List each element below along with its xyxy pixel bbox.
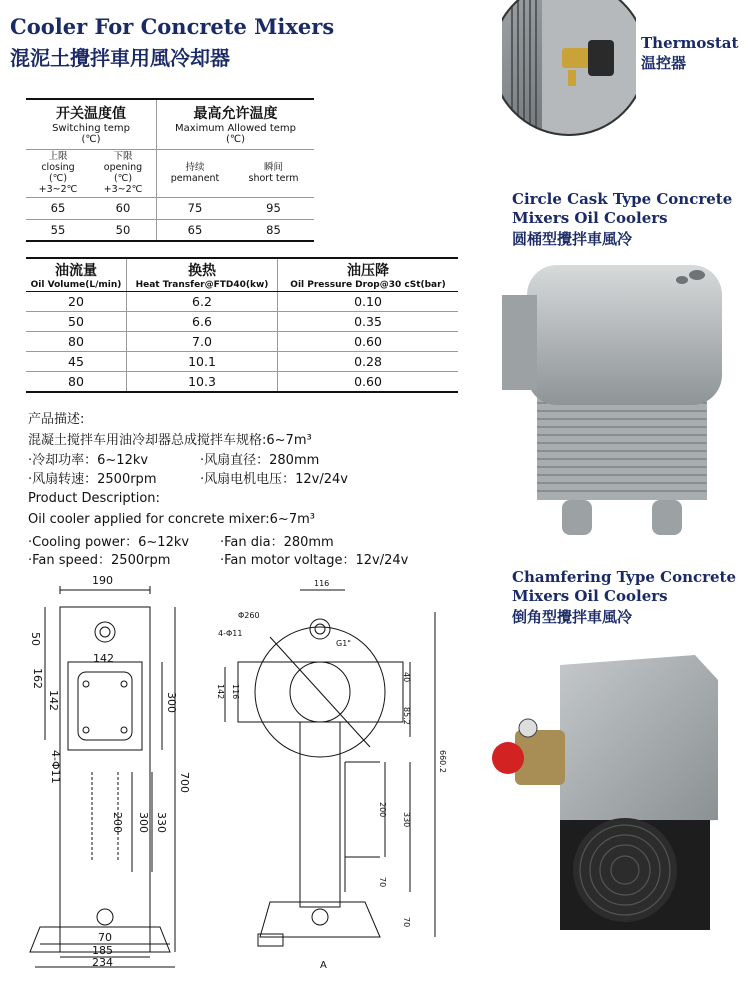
- table-cell: 0.60: [278, 332, 459, 352]
- max-temp-zh: 最高允许温度: [193, 106, 278, 123]
- closing-unit: (℃): [48, 173, 68, 184]
- opening-unit: (℃): [113, 173, 133, 184]
- technical-drawing: [0, 572, 500, 972]
- table-cell: 0.60: [278, 372, 459, 393]
- circle-cask-label-zh: 圆桶型攪拌車風冷: [512, 230, 633, 248]
- switching-temp-header: [26, 99, 157, 149]
- short-term-zh: 瞬间: [263, 162, 283, 173]
- opening-subheader: [90, 149, 157, 197]
- table-cell: 50: [26, 312, 127, 332]
- spec-item: ·风扇电机电压：12v/24v: [200, 472, 348, 487]
- heat-transfer-zh: 换热: [188, 263, 216, 279]
- table-cell: 10.3: [127, 372, 278, 393]
- chamfering-label-zh: 倒角型攪拌車風冷: [512, 608, 633, 626]
- dim-label: 185: [92, 944, 113, 957]
- dim-label: 85.2: [402, 707, 411, 725]
- description-en-heading: Product Description:: [28, 491, 160, 506]
- max-temp-unit: (℃): [225, 134, 246, 146]
- opening-en: opening: [103, 162, 143, 173]
- table-cell: 75: [157, 197, 234, 219]
- chamfering-label: Chamfering Type Concrete: [512, 568, 737, 586]
- table-cell: 55: [26, 219, 90, 241]
- dim-label: 330: [155, 812, 168, 833]
- oil-flow-table: [26, 257, 458, 393]
- spec-item: ·Fan speed：2500rpm: [28, 553, 171, 568]
- table-row: [26, 312, 458, 332]
- table-cell: 0.28: [278, 352, 459, 372]
- switching-temp-zh: 开关温度值: [56, 106, 126, 123]
- table-row: [26, 197, 314, 219]
- table-cell: 20: [26, 292, 127, 312]
- short-term-en: short term: [248, 173, 299, 184]
- table-cell: 65: [26, 197, 90, 219]
- dim-label: 300: [137, 812, 150, 833]
- table-cell: 6.6: [127, 312, 278, 332]
- permanent-en: pemanent: [170, 173, 220, 184]
- table-cell: 0.35: [278, 312, 459, 332]
- table-cell: 65: [157, 219, 234, 241]
- page-title-chinese: 混泥土攪拌車用風冷却器: [10, 46, 230, 70]
- table-cell: 10.1: [127, 352, 278, 372]
- pressure-drop-en: Oil Pressure Drop@30 cSt(bar): [290, 280, 446, 290]
- permanent-zh: 持续: [185, 162, 205, 173]
- dim-label: 190: [92, 574, 113, 587]
- description-zh-heading: 产品描述:: [28, 412, 85, 427]
- oil-volume-en: Oil Volume(L/min): [30, 280, 122, 290]
- oil-volume-header: [26, 258, 127, 292]
- dim-label: G1": [336, 639, 351, 648]
- dim-label: 116: [231, 684, 240, 700]
- spec-item: ·Fan dia：280mm: [220, 535, 334, 550]
- table-row: [26, 292, 458, 312]
- switching-temp-table: [26, 98, 314, 242]
- table-row: [26, 372, 458, 393]
- switching-temp-en: Switching temp: [52, 123, 130, 135]
- dim-label: 142: [93, 652, 114, 665]
- table-cell: 6.2: [127, 292, 278, 312]
- table-row: [26, 332, 458, 352]
- dim-label: 70: [378, 877, 387, 888]
- dim-label: 162: [31, 668, 44, 689]
- heat-transfer-en: Heat Transfer@FTD40(kw): [135, 280, 269, 290]
- dim-label: 200: [378, 802, 387, 818]
- spec-item: ·Cooling power：6~12kv: [28, 535, 190, 550]
- permanent-subheader: [157, 149, 234, 197]
- switching-temp-unit: (℃): [81, 134, 101, 146]
- dim-label: 4-Φ11: [49, 750, 62, 784]
- table-cell: 45: [26, 352, 127, 372]
- pressure-drop-zh: 油压降: [347, 263, 389, 279]
- closing-zh: 上限: [48, 151, 68, 162]
- table-cell: 60: [90, 197, 157, 219]
- thermostat-label-zh: 温控器: [641, 54, 687, 72]
- heat-transfer-header: [127, 258, 278, 292]
- thermostat-photo: [502, 0, 636, 140]
- closing-en: closing: [41, 162, 75, 173]
- max-temp-header: [157, 99, 315, 149]
- dim-label: 330: [402, 812, 411, 828]
- spec-item: ·冷却功率：6~12kv: [28, 453, 149, 468]
- dim-label: 234: [92, 956, 113, 969]
- opening-tolerance: +3~2℃: [103, 184, 143, 195]
- thermostat-label: Thermostat: [641, 34, 739, 52]
- dim-label: 200: [111, 812, 124, 833]
- table-cell: 85: [233, 219, 314, 241]
- dim-label: Φ260: [238, 611, 260, 620]
- spec-item: ·风扇直径：280mm: [200, 453, 320, 468]
- dim-label: 116: [314, 579, 330, 588]
- table-cell: 95: [233, 197, 314, 219]
- table-cell: 80: [26, 372, 127, 393]
- table-cell: 7.0: [127, 332, 278, 352]
- closing-subheader: [26, 149, 90, 197]
- short-term-subheader: [233, 149, 314, 197]
- circle-cask-label: Circle Cask Type Concrete: [512, 190, 733, 208]
- dim-label: 70: [98, 931, 112, 944]
- chamfering-label-2: Mixers Oil Coolers: [512, 587, 668, 605]
- table-cell: 50: [90, 219, 157, 241]
- dim-label: 70: [402, 917, 411, 928]
- dim-label: 4-Φ11: [218, 629, 243, 638]
- dim-label: 142: [47, 690, 60, 711]
- dim-label: 40: [402, 672, 411, 683]
- closing-tolerance: +3~2℃: [38, 184, 78, 195]
- dim-label: 300: [165, 692, 178, 713]
- spec-item: ·Fan motor voltage：12v/24v: [220, 553, 409, 568]
- table-row: [26, 219, 314, 241]
- description-zh-line: 混凝土搅拌车用油冷却器总成搅拌车规格:6~7m³: [28, 433, 312, 448]
- oil-volume-zh: 油流量: [55, 263, 97, 279]
- max-temp-en: Maximum Allowed temp: [175, 123, 296, 135]
- circle-cask-cooler-photo: [497, 255, 737, 555]
- dim-label: 142: [216, 684, 225, 700]
- circle-cask-label-2: Mixers Oil Coolers: [512, 209, 668, 227]
- dim-label: 660.2: [438, 750, 447, 773]
- table-cell: 80: [26, 332, 127, 352]
- dim-label: 50: [29, 632, 42, 646]
- opening-zh: 下限: [113, 151, 133, 162]
- table-row: [26, 352, 458, 372]
- dim-label: 700: [178, 772, 191, 793]
- table-cell: 0.10: [278, 292, 459, 312]
- chamfering-cooler-photo: [490, 640, 740, 940]
- page-title: Cooler For Concrete Mixers: [10, 14, 335, 39]
- description-en-line: Oil cooler applied for concrete mixer:6~7m³: [28, 512, 315, 527]
- spec-item: ·风扇转速：2500rpm: [28, 472, 157, 487]
- pressure-drop-header: [278, 258, 459, 292]
- view-label: A: [320, 960, 327, 971]
